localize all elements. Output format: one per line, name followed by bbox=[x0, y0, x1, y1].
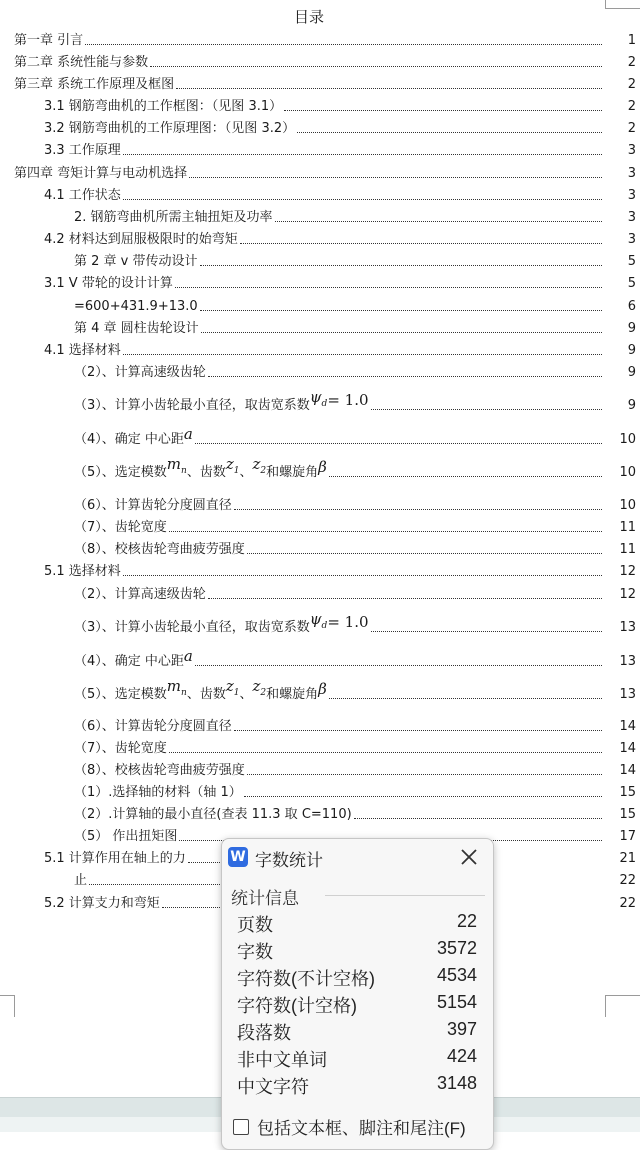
dot-leader bbox=[123, 575, 602, 576]
dot-leader bbox=[195, 665, 602, 666]
toc-entry-label: 第三章 系统工作原理及框图 bbox=[14, 77, 175, 92]
toc-entry[interactable] bbox=[74, 251, 636, 269]
dot-leader bbox=[169, 752, 602, 753]
toc-page-number: 5 bbox=[627, 254, 636, 269]
toc-entry-label: 4.2 材料达到屈服极限时的始弯矩 bbox=[44, 232, 238, 247]
toc-entry-label: （7）、齿轮宽度 bbox=[74, 520, 167, 535]
toc-page-number: 11 bbox=[619, 542, 636, 557]
toc-page-number: 15 bbox=[619, 807, 636, 822]
toc-entry[interactable] bbox=[74, 782, 636, 800]
section-label: 统计信息 bbox=[231, 889, 299, 908]
math-subscript: d bbox=[321, 621, 328, 631]
stat-key: 字符数(不计空格) bbox=[237, 969, 375, 989]
dialog-header bbox=[222, 839, 493, 873]
toc-entry[interactable] bbox=[74, 425, 636, 447]
toc-entry[interactable] bbox=[74, 207, 636, 225]
toc-title: 目录 bbox=[293, 8, 324, 26]
toc-entry-label: 止 bbox=[74, 873, 88, 888]
toc-entry[interactable] bbox=[44, 118, 636, 136]
math-symbol bbox=[310, 388, 328, 409]
crop-mark bbox=[605, 8, 640, 9]
math-base: z bbox=[252, 677, 261, 695]
dot-leader bbox=[208, 598, 602, 599]
toc-page-number: 3 bbox=[627, 232, 636, 247]
toc-entry[interactable] bbox=[74, 517, 636, 535]
toc-entry[interactable] bbox=[74, 362, 636, 380]
toc-entry-text: 和螺旋角 bbox=[266, 465, 319, 480]
toc-entry-label: 5.1 计算作用在轴上的力 bbox=[44, 851, 186, 866]
toc-page-number: 10 bbox=[619, 465, 636, 480]
stat-value: 424 bbox=[446, 1046, 477, 1066]
toc-entry-label: （8）、校核齿轮弯曲疲劳强度 bbox=[74, 542, 245, 557]
dot-leader bbox=[89, 884, 220, 885]
math-base: β bbox=[318, 458, 327, 476]
toc-entry[interactable] bbox=[44, 140, 636, 158]
math-symbol bbox=[318, 680, 327, 698]
stat-value: 3572 bbox=[436, 938, 477, 958]
toc-entry-label: （6）、计算齿轮分度圆直径 bbox=[74, 719, 232, 734]
math-base: ψ bbox=[309, 610, 322, 628]
toc-entry-label: （2）、计算高速级齿轮 bbox=[74, 587, 206, 602]
dot-leader bbox=[201, 332, 602, 333]
toc-entry-label: 第二章 系统性能与参数 bbox=[14, 55, 149, 70]
dot-leader bbox=[176, 88, 602, 89]
stat-row bbox=[237, 911, 477, 937]
toc-entry[interactable] bbox=[74, 455, 636, 480]
dot-leader bbox=[275, 221, 602, 222]
toc-entry-label: =600+431.9+13.0 bbox=[74, 299, 198, 314]
math-symbol bbox=[318, 458, 327, 476]
math-base: a bbox=[183, 647, 193, 665]
stat-key: 字符数(计空格) bbox=[237, 996, 357, 1016]
crop-mark bbox=[605, 0, 606, 8]
math-base: z bbox=[225, 455, 234, 473]
toc-entry[interactable] bbox=[74, 388, 636, 413]
toc-entry-label: 3.2 钢筋弯曲机的工作原理图：（见图 3.2） bbox=[44, 121, 296, 136]
toc-page-number: 3 bbox=[627, 210, 636, 225]
dot-leader bbox=[150, 66, 602, 67]
toc-page-number: 3 bbox=[627, 188, 636, 203]
toc-entry-text: 、 bbox=[239, 687, 253, 702]
toc-entry-text: 、齿数 bbox=[186, 687, 226, 702]
math-subscript: n bbox=[181, 466, 187, 476]
dot-leader bbox=[200, 265, 603, 266]
toc-page-number: 12 bbox=[619, 564, 636, 579]
section-divider bbox=[325, 895, 485, 896]
toc-page-number: 3 bbox=[627, 143, 636, 158]
toc-page-number: 1 bbox=[627, 33, 636, 48]
include-textbox-checkbox[interactable] bbox=[233, 1114, 466, 1139]
math-base: a bbox=[183, 425, 193, 443]
crop-mark bbox=[605, 995, 640, 996]
math-base: β bbox=[318, 680, 327, 698]
math-symbol bbox=[226, 677, 240, 698]
toc-page-number: 14 bbox=[619, 719, 636, 734]
toc-entry-label: 第四章 弯矩计算与电动机选择 bbox=[14, 166, 188, 181]
toc-entry-label: （4）、确定 中心距 bbox=[74, 654, 184, 669]
toc-entry[interactable] bbox=[44, 340, 636, 358]
word-count-dialog bbox=[221, 838, 494, 1150]
toc-page-number: 22 bbox=[619, 873, 636, 888]
toc-page-number: 13 bbox=[619, 687, 636, 702]
dot-leader bbox=[371, 409, 602, 410]
math-base: z bbox=[252, 455, 261, 473]
stat-row bbox=[237, 1073, 477, 1099]
dot-leader bbox=[123, 199, 602, 200]
toc-page-number: 13 bbox=[619, 654, 636, 669]
math-symbol bbox=[167, 677, 187, 698]
dot-leader bbox=[247, 774, 602, 775]
stat-row bbox=[237, 938, 477, 964]
toc-entry[interactable] bbox=[74, 318, 636, 336]
toc-entry[interactable] bbox=[74, 677, 636, 702]
stat-value: 397 bbox=[446, 1019, 477, 1039]
toc-entry[interactable] bbox=[44, 96, 636, 114]
toc-page-number: 2 bbox=[627, 99, 636, 114]
dot-leader bbox=[234, 730, 602, 731]
stat-value: 22 bbox=[456, 911, 477, 931]
toc-page-number: 2 bbox=[627, 77, 636, 92]
toc-entry-label: 5.1 选择材料 bbox=[44, 564, 121, 579]
dot-leader bbox=[244, 796, 602, 797]
dot-leader bbox=[297, 132, 602, 133]
math-subscript: 1 bbox=[233, 466, 240, 476]
toc-page-number: 10 bbox=[619, 432, 636, 447]
stat-value: 3148 bbox=[436, 1073, 477, 1093]
toc-entry-text: 和螺旋角 bbox=[266, 687, 319, 702]
toc-entry[interactable] bbox=[44, 229, 636, 247]
toc-page-number: 21 bbox=[619, 851, 636, 866]
toc-entry-label: （2）、计算高速级齿轮 bbox=[74, 365, 206, 380]
dot-leader bbox=[371, 631, 602, 632]
math-value: = 1.0 bbox=[327, 391, 369, 409]
math-subscript: d bbox=[321, 399, 328, 409]
stat-row bbox=[237, 1046, 477, 1072]
math-symbol bbox=[252, 455, 266, 476]
stat-row bbox=[237, 965, 477, 991]
stat-value: 4534 bbox=[436, 965, 477, 985]
toc-entry[interactable] bbox=[74, 495, 636, 513]
toc-entry-label: （3）、计算小齿轮最小直径，取齿宽系数 bbox=[74, 398, 310, 413]
crop-mark bbox=[14, 995, 15, 1017]
toc-page-number: 11 bbox=[619, 520, 636, 535]
toc-page-number: 9 bbox=[627, 343, 636, 358]
math-subscript: n bbox=[181, 688, 187, 698]
toc-entry-label: 4.1 工作状态 bbox=[44, 188, 121, 203]
math-subscript: 2 bbox=[260, 466, 267, 476]
dot-leader bbox=[85, 44, 602, 45]
toc-entry-label: （8）、校核齿轮弯曲疲劳强度 bbox=[74, 763, 245, 778]
toc-page-number: 17 bbox=[619, 829, 636, 844]
toc-entry-label: 第一章 引言 bbox=[14, 33, 84, 48]
toc-entry[interactable] bbox=[14, 52, 636, 70]
stat-key: 字数 bbox=[237, 942, 273, 962]
checkbox-label: 包括文本框、脚注和尾注(F) bbox=[257, 1119, 466, 1138]
toc-page-number: 14 bbox=[619, 741, 636, 756]
stat-row bbox=[237, 1019, 477, 1045]
toc-page-number: 5 bbox=[627, 276, 636, 291]
dot-leader bbox=[195, 443, 602, 444]
math-symbol bbox=[167, 455, 187, 476]
toc-entry-label: （6）、计算齿轮分度圆直径 bbox=[74, 498, 232, 513]
crop-mark bbox=[0, 995, 15, 996]
toc-entry[interactable] bbox=[74, 870, 636, 888]
math-symbol bbox=[184, 425, 193, 443]
toc-entry[interactable] bbox=[74, 539, 636, 557]
toc-page-number: 2 bbox=[627, 121, 636, 136]
math-base: m bbox=[166, 455, 182, 473]
toc-entry[interactable] bbox=[44, 185, 636, 203]
toc-entry-text: 、齿数 bbox=[186, 465, 226, 480]
toc-entry[interactable] bbox=[74, 760, 636, 778]
dot-leader bbox=[123, 154, 602, 155]
toc-page-number: 2 bbox=[627, 55, 636, 70]
wps-app-icon: W bbox=[228, 847, 248, 867]
dot-leader bbox=[208, 376, 602, 377]
toc-page-number: 9 bbox=[627, 398, 636, 413]
toc-entry-label: 2. 钢筋弯曲机所需主轴扭矩及功率 bbox=[74, 210, 273, 225]
toc-entry-label: （5）、选定模数 bbox=[74, 465, 167, 480]
dot-leader bbox=[247, 553, 602, 554]
toc-page-number: 9 bbox=[627, 321, 636, 336]
math-symbol bbox=[226, 455, 240, 476]
dot-leader bbox=[200, 310, 602, 311]
dot-leader bbox=[189, 177, 602, 178]
toc-page-number: 14 bbox=[619, 763, 636, 778]
toc-entry[interactable] bbox=[74, 804, 636, 822]
toc-entry[interactable] bbox=[74, 610, 636, 635]
math-symbol bbox=[184, 647, 193, 665]
toc-entry-label: 3.3 工作原理 bbox=[44, 143, 121, 158]
stat-row bbox=[237, 992, 477, 1018]
close-icon bbox=[457, 845, 481, 869]
toc-page-number: 15 bbox=[619, 785, 636, 800]
checkbox-box[interactable] bbox=[233, 1119, 249, 1135]
dot-leader bbox=[240, 243, 602, 244]
stat-key: 中文字符 bbox=[237, 1077, 309, 1097]
toc-entry-label: （4）、确定 中心距 bbox=[74, 432, 184, 447]
toc-page-number: 6 bbox=[627, 299, 636, 314]
dot-leader bbox=[329, 698, 602, 699]
toc-page-number: 13 bbox=[619, 620, 636, 635]
dot-leader bbox=[123, 354, 602, 355]
stat-key: 页数 bbox=[237, 915, 273, 935]
toc-entry-label: （2）.计算轴的最小直径(查表 11.3 取 C=110) bbox=[74, 807, 352, 822]
math-base: z bbox=[225, 677, 234, 695]
dot-leader bbox=[188, 862, 220, 863]
toc-entry[interactable] bbox=[74, 584, 636, 602]
math-subscript: 1 bbox=[233, 688, 240, 698]
dialog-title: 字数统计 bbox=[255, 851, 323, 870]
toc-entry-label: （5）、选定模数 bbox=[74, 687, 167, 702]
crop-mark bbox=[605, 995, 606, 1017]
toc-entry-label: （7）、齿轮宽度 bbox=[74, 741, 167, 756]
toc-page-number: 9 bbox=[627, 365, 636, 380]
toc-entry-label: 第 2 章 v 带传动设计 bbox=[74, 254, 198, 269]
toc-entry-label: （3）、计算小齿轮最小直径，取齿宽系数 bbox=[74, 620, 310, 635]
toc-entry-label: 3.1 V 带轮的设计计算 bbox=[44, 276, 173, 291]
toc-entry[interactable] bbox=[74, 716, 636, 734]
math-symbol bbox=[310, 610, 328, 631]
toc-entry[interactable] bbox=[44, 561, 636, 579]
toc-entry[interactable] bbox=[74, 296, 636, 314]
math-base: m bbox=[166, 677, 182, 695]
toc-entry-label: （5） 作出扭矩图 bbox=[74, 829, 178, 844]
toc-entry[interactable] bbox=[44, 273, 636, 291]
toc-entry[interactable] bbox=[14, 30, 636, 48]
dot-leader bbox=[354, 818, 602, 819]
toc-entry-label: 3.1 钢筋弯曲机的工作框图：（见图 3.1） bbox=[44, 99, 283, 114]
dot-leader bbox=[234, 509, 602, 510]
close-button[interactable] bbox=[457, 845, 481, 869]
toc-entry-label: 第 4 章 圆柱齿轮设计 bbox=[74, 321, 199, 336]
stat-key: 段落数 bbox=[237, 1023, 291, 1043]
dot-leader bbox=[284, 110, 602, 111]
toc-page-number: 12 bbox=[619, 587, 636, 602]
toc-entry-text: 、 bbox=[239, 465, 253, 480]
math-value: = 1.0 bbox=[327, 613, 369, 631]
toc-entry[interactable] bbox=[74, 647, 636, 669]
toc-entry-label: 5.2 计算支力和弯矩 bbox=[44, 896, 160, 911]
toc-entry-label: 4.1 选择材料 bbox=[44, 343, 121, 358]
toc-entry[interactable] bbox=[14, 74, 636, 92]
stat-key: 非中文单词 bbox=[237, 1050, 327, 1070]
math-base: ψ bbox=[309, 388, 322, 406]
dot-leader bbox=[175, 287, 602, 288]
dot-leader bbox=[162, 907, 220, 908]
toc-entry[interactable] bbox=[74, 738, 636, 756]
toc-entry-label: （1）.选择轴的材料（轴 1） bbox=[74, 785, 242, 800]
toc-page-number: 22 bbox=[619, 896, 636, 911]
dot-leader bbox=[169, 531, 602, 532]
math-symbol bbox=[252, 677, 266, 698]
toc-entry[interactable] bbox=[14, 163, 636, 181]
stat-value: 5154 bbox=[436, 992, 477, 1012]
math-subscript: 2 bbox=[260, 688, 267, 698]
toc-page-number: 10 bbox=[619, 498, 636, 513]
dot-leader bbox=[329, 476, 602, 477]
toc-page-number: 3 bbox=[627, 166, 636, 181]
